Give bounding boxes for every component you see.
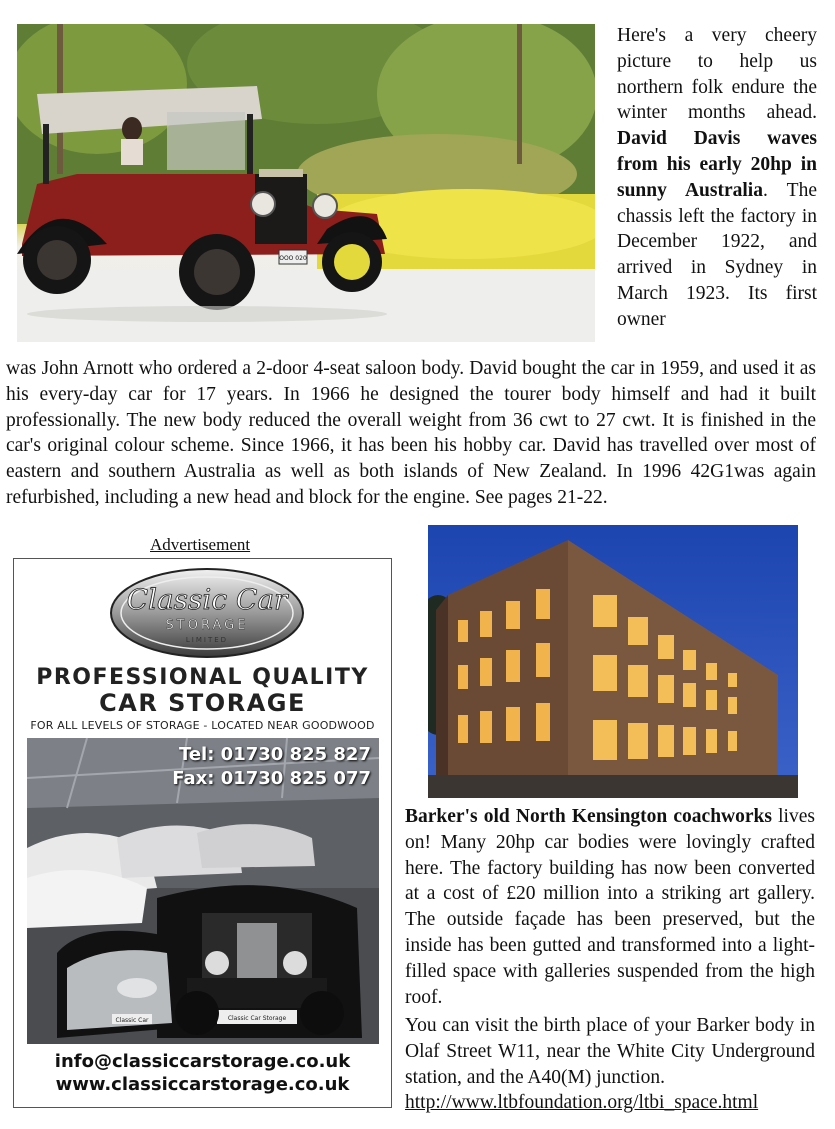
- barker-body: lives on! Many 20hp car bodies were lovingly crafted here. The factory building has now been converted at a cost of £20 million into a striking art gallery. The outside façade has been preserved, but the inside has been gutted and transformed into a light-filled space with galleries suspended from the high roof.: [405, 806, 815, 1008]
- intro-highlight: David Davis waves from his early 20hp in sunny Australia: [617, 128, 817, 201]
- classic-car-storage-logo: [109, 567, 305, 659]
- intro-text-continued: . The chassis left the factory in December 1922, and arrived in Sydney in March 1923. Its first owner: [617, 179, 817, 330]
- intro-text-lead: Here's a very cheery picture to help us northern folk endure the winter months ahead.: [617, 25, 817, 124]
- visit-paragraph: [405, 1013, 815, 1116]
- ad-plate-left: Classic Car: [115, 1017, 149, 1024]
- ad-plate-center: Classic Car Storage: [227, 1015, 287, 1022]
- ad-headline-2: CAR STORAGE: [99, 689, 306, 717]
- ad-website[interactable]: www.classiccarstorage.co.uk: [55, 1074, 350, 1095]
- logo-line2: STORAGE: [165, 618, 249, 633]
- car-plate: OOO 020: [279, 255, 307, 262]
- logo-line3: LIMITED: [185, 636, 229, 644]
- barker-paragraph: [405, 804, 815, 1010]
- ad-email[interactable]: info@classiccarstorage.co.uk: [54, 1051, 351, 1072]
- barker-building-photo: [428, 525, 798, 798]
- ad-headline-1: PROFESSIONAL QUALITY: [36, 665, 369, 690]
- ltb-foundation-link[interactable]: http://www.ltbfoundation.org/ltbi_space.html: [405, 1092, 759, 1114]
- intro-text-right: [617, 23, 817, 333]
- ad-fax: Fax: 01730 825 077: [172, 768, 371, 789]
- ad-subline: FOR ALL LEVELS OF STORAGE - LOCATED NEAR GOODWOOD: [30, 719, 375, 732]
- visit-body: You can visit the birth place of your Barker body in Olaf Street W11, near the White City Underground station, and the A40(M) junction.: [405, 1015, 815, 1088]
- ad-telephone: Tel: 01730 825 827: [178, 744, 371, 765]
- logo-line1: Classic Car: [126, 583, 288, 616]
- classic-car-storage-advert: [13, 558, 392, 1108]
- ad-storage-photo: [27, 738, 379, 1044]
- barker-heading: Barker's old North Kensington coachworks: [405, 806, 772, 827]
- advertisement-caption: Advertisement: [150, 535, 251, 554]
- intro-text-full: was John Arnott who ordered a 2-door 4-seat saloon body. David bought the car in 1959, and used it as his every-day car for 17 years. In 1966 he designed the tourer body himself and had it built professionally. The new body reduced the overall weight from 36 cwt to 27 cwt. It is finished in the car's original colour scheme. Since 1966, it has been his hobby car. David has travelled over most of eastern and southern Australia as well as both islands of New Zealand. In 1996 42G1was again refurbished, including a new head and block for the engine. See pages 21-22.: [6, 358, 816, 508]
- car-photo: [17, 24, 595, 342]
